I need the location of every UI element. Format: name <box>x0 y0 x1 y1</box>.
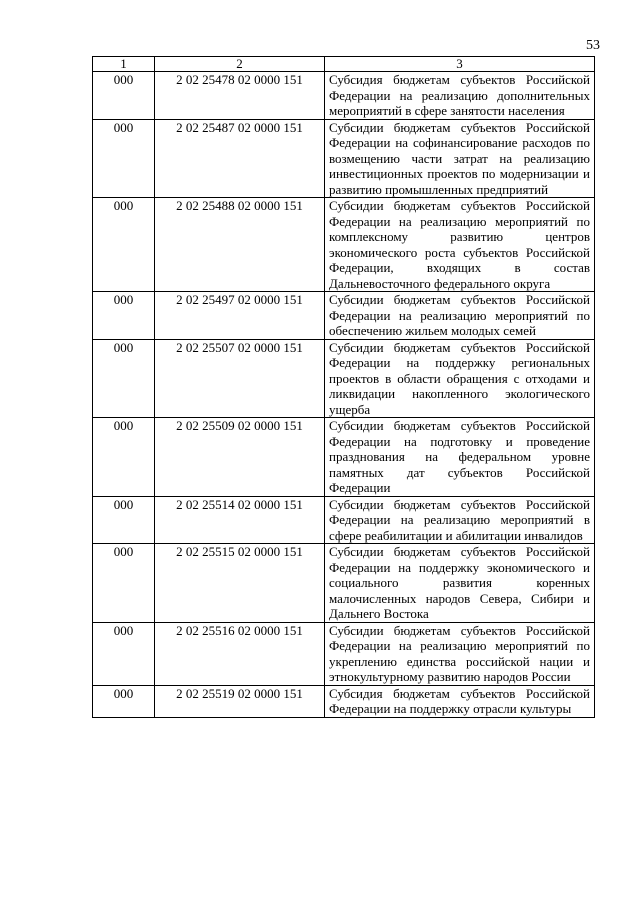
admin-code-cell: 000 <box>93 418 155 497</box>
income-description-cell: Субсидии бюджетам субъектов Российской Федерации на софинансирование расходов по возмещению части затрат на реализацию инвестиционных проектов по модернизации и развитию промышленных предприятий <box>325 119 595 198</box>
income-description-cell: Субсидия бюджетам субъектов Российской Федерации на поддержку отрасли культуры <box>325 685 595 717</box>
column-header-1: 1 <box>93 57 155 72</box>
income-code-cell: 2 02 25515 02 0000 151 <box>155 544 325 623</box>
table-row <box>93 72 595 120</box>
admin-code-cell: 000 <box>93 496 155 544</box>
table-row <box>93 685 595 717</box>
table-header-row <box>93 57 595 72</box>
income-code-cell: 2 02 25488 02 0000 151 <box>155 198 325 292</box>
income-description-cell: Субсидии бюджетам субъектов Российской Федерации на подготовку и проведение празднования на федеральном уровне памятных дат субъектов Российской Федерации <box>325 418 595 497</box>
income-code-cell: 2 02 25516 02 0000 151 <box>155 622 325 685</box>
income-description-cell: Субсидии бюджетам субъектов Российской Федерации на реализацию мероприятий по обеспечению жильем молодых семей <box>325 292 595 340</box>
admin-code-cell: 000 <box>93 622 155 685</box>
column-header-2: 2 <box>155 57 325 72</box>
column-header-3: 3 <box>325 57 595 72</box>
table-row <box>93 622 595 685</box>
income-code-cell: 2 02 25514 02 0000 151 <box>155 496 325 544</box>
income-description-cell: Субсидии бюджетам субъектов Российской Федерации на реализацию мероприятий по укреплению единства российской нации и этнокультурному развитию народов России <box>325 622 595 685</box>
income-code-cell: 2 02 25507 02 0000 151 <box>155 339 325 418</box>
table-row <box>93 496 595 544</box>
admin-code-cell: 000 <box>93 198 155 292</box>
admin-code-cell: 000 <box>93 292 155 340</box>
income-code-cell: 2 02 25478 02 0000 151 <box>155 72 325 120</box>
income-description-cell: Субсидии бюджетам субъектов Российской Федерации на поддержку региональных проектов в области обращения с отходами и ликвидации накопленного экологического ущерба <box>325 339 595 418</box>
admin-code-cell: 000 <box>93 544 155 623</box>
income-code-cell: 2 02 25519 02 0000 151 <box>155 685 325 717</box>
income-code-cell: 2 02 25487 02 0000 151 <box>155 119 325 198</box>
table-row <box>93 418 595 497</box>
table-row <box>93 119 595 198</box>
income-description-cell: Субсидии бюджетам субъектов Российской Федерации на реализацию мероприятий в сфере реабилитации и абилитации инвалидов <box>325 496 595 544</box>
table-row <box>93 544 595 623</box>
budget-classification-table <box>92 56 595 718</box>
table-row <box>93 198 595 292</box>
income-code-cell: 2 02 25509 02 0000 151 <box>155 418 325 497</box>
admin-code-cell: 000 <box>93 72 155 120</box>
table-row <box>93 339 595 418</box>
income-code-cell: 2 02 25497 02 0000 151 <box>155 292 325 340</box>
income-description-cell: Субсидия бюджетам субъектов Российской Федерации на реализацию дополнительных мероприятий в сфере занятости населения <box>325 72 595 120</box>
admin-code-cell: 000 <box>93 685 155 717</box>
admin-code-cell: 000 <box>93 119 155 198</box>
admin-code-cell: 000 <box>93 339 155 418</box>
income-description-cell: Субсидии бюджетам субъектов Российской Федерации на поддержку экономического и социального развития коренных малочисленных народов Севера, Сибири и Дальнего Востока <box>325 544 595 623</box>
table-row <box>93 292 595 340</box>
income-description-cell: Субсидии бюджетам субъектов Российской Федерации на реализацию мероприятий по комплексному развитию центров экономического роста субъектов Российской Федерации, входящих в состав Дальневосточного федерального округа <box>325 198 595 292</box>
page-number: 53 <box>586 38 600 53</box>
